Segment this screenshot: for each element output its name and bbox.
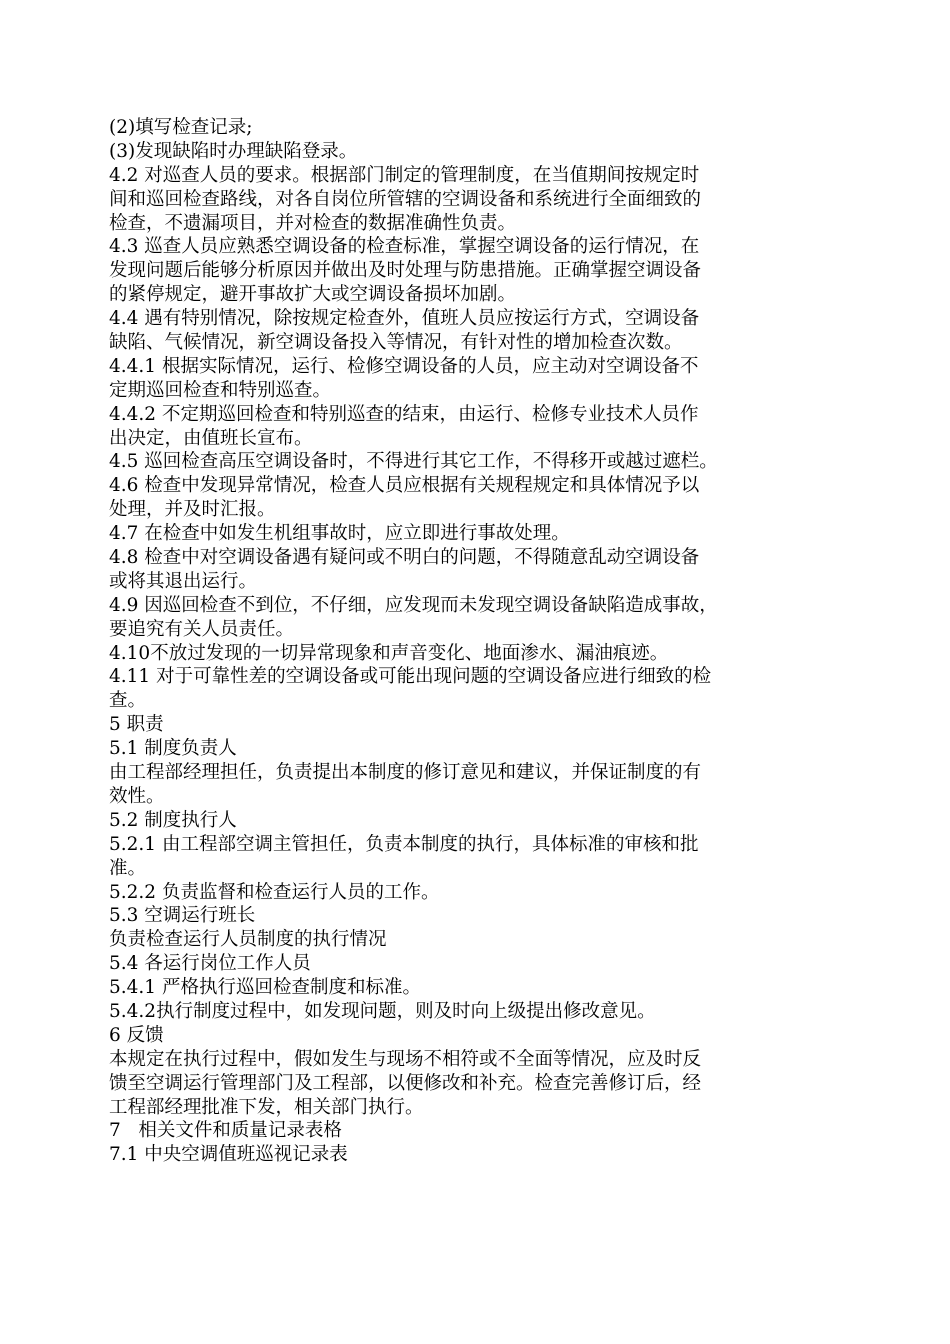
text-line: 出决定，由值班长宣布。	[109, 427, 313, 449]
text-line: 的紧停规定，避开事故扩大或空调设备损坏加剧。	[109, 284, 517, 306]
text-line: 5.2.2 负责监督和检查运行人员的工作。	[109, 881, 440, 903]
text-line: (2)填写检查记录;	[109, 117, 253, 138]
text-line: 5.4.2执行制度过程中，如发现问题，则及时向上级提出修改意见。	[109, 1000, 656, 1022]
text-line: 定期巡回检查和特别巡查。	[109, 379, 332, 401]
text-line: 馈至空调运行管理部门及工程部，以便修改和补充。检查完善修订后，经	[109, 1072, 702, 1094]
section-heading: 5 职责	[109, 714, 164, 736]
text-line: 或将其退出运行。	[109, 570, 258, 592]
text-line: (3)发现缺陷时办理缺陷登录。	[109, 140, 358, 162]
text-line: 发现问题后能够分析原因并做出及时处理与防患措施。正确掌握空调设备	[109, 260, 702, 282]
subsection-heading: 5.1 制度负责人	[109, 738, 237, 760]
text-line: 缺陷、气候情况，新空调设备投入等情况，有针对性的增加检查次数。	[109, 332, 683, 354]
text-line: 4.6 检查中发现异常情况，检查人员应根据有关规程规定和具体情况予以	[109, 475, 700, 497]
text-line: 4.4.2 不定期巡回检查和特别巡查的结束，由运行、检修专业技术人员作	[109, 403, 699, 425]
text-line: 4.5 巡回检查高压空调设备时，不得进行其它工作，不得移开或越过遮栏。	[109, 451, 718, 473]
section-heading: 7 相关文件和质量记录表格	[109, 1120, 342, 1142]
text-line: 要追究有关人员责任。	[109, 618, 295, 640]
text-line: 本规定在执行过程中，假如发生与现场不相符或不全面等情况，应及时反	[109, 1048, 702, 1070]
document-body	[109, 116, 854, 1167]
text-line: 4.7 在检查中如发生机组事故时，应立即进行事故处理。	[109, 523, 570, 545]
section-heading: 6 反馈	[109, 1024, 164, 1046]
text-line: 负责检查运行人员制度的执行情况	[109, 929, 387, 951]
text-line: 4.4.1 根据实际情况，运行、检修空调设备的人员，应主动对空调设备不	[109, 355, 699, 377]
text-line: 4.9 因巡回检查不到位，不仔细，应发现而未发现空调设备缺陷造成事故，	[109, 594, 718, 616]
text-line: 由工程部经理担任，负责提出本制度的修订意见和建议，并保证制度的有	[109, 762, 702, 784]
text-line: 效性。	[109, 785, 165, 807]
text-line: 5.4.1 严格执行巡回检查制度和标准。	[109, 977, 421, 999]
text-line: 检查，不遗漏项目，并对检查的数据准确性负责。	[109, 212, 517, 234]
text-line: 4.3 巡查人员应熟悉空调设备的检查标准，掌握空调设备的运行情况，在	[109, 236, 700, 258]
text-line: 处理，并及时汇报。	[109, 499, 276, 521]
text-line: 4.10不放过发现的一切异常现象和声音变化、地面渗水、漏油痕迹。	[109, 642, 669, 664]
text-line: 间和巡回检查路线，对各自岗位所管辖的空调设备和系统进行全面细致的	[109, 188, 702, 210]
subsection-heading: 5.4 各运行岗位工作人员	[109, 953, 311, 975]
text-line: 4.8 检查中对空调设备遇有疑问或不明白的问题，不得随意乱动空调设备	[109, 547, 700, 569]
text-line: 4.2 对巡查人员的要求。根据部门制定的管理制度，在当值期间按规定时	[109, 164, 700, 186]
subsection-heading: 5.2 制度执行人	[109, 809, 237, 831]
subsection-heading: 7.1 中央空调值班巡视记录表	[109, 1144, 348, 1166]
text-line: 准。	[109, 857, 147, 879]
text-line: 4.11 对于可靠性差的空调设备或可能出现问题的空调设备应进行细致的检	[109, 666, 712, 688]
text-line: 4.4 遇有特别情况，除按规定检查外，值班人员应按运行方式，空调设备	[109, 308, 700, 330]
text-line: 查。	[109, 690, 147, 712]
subsection-heading: 5.3 空调运行班长	[109, 905, 256, 927]
text-line: 5.2.1 由工程部空调主管担任，负责本制度的执行，具体标准的审核和批	[109, 833, 699, 855]
text-line: 工程部经理批准下发，相关部门执行。	[109, 1096, 424, 1118]
